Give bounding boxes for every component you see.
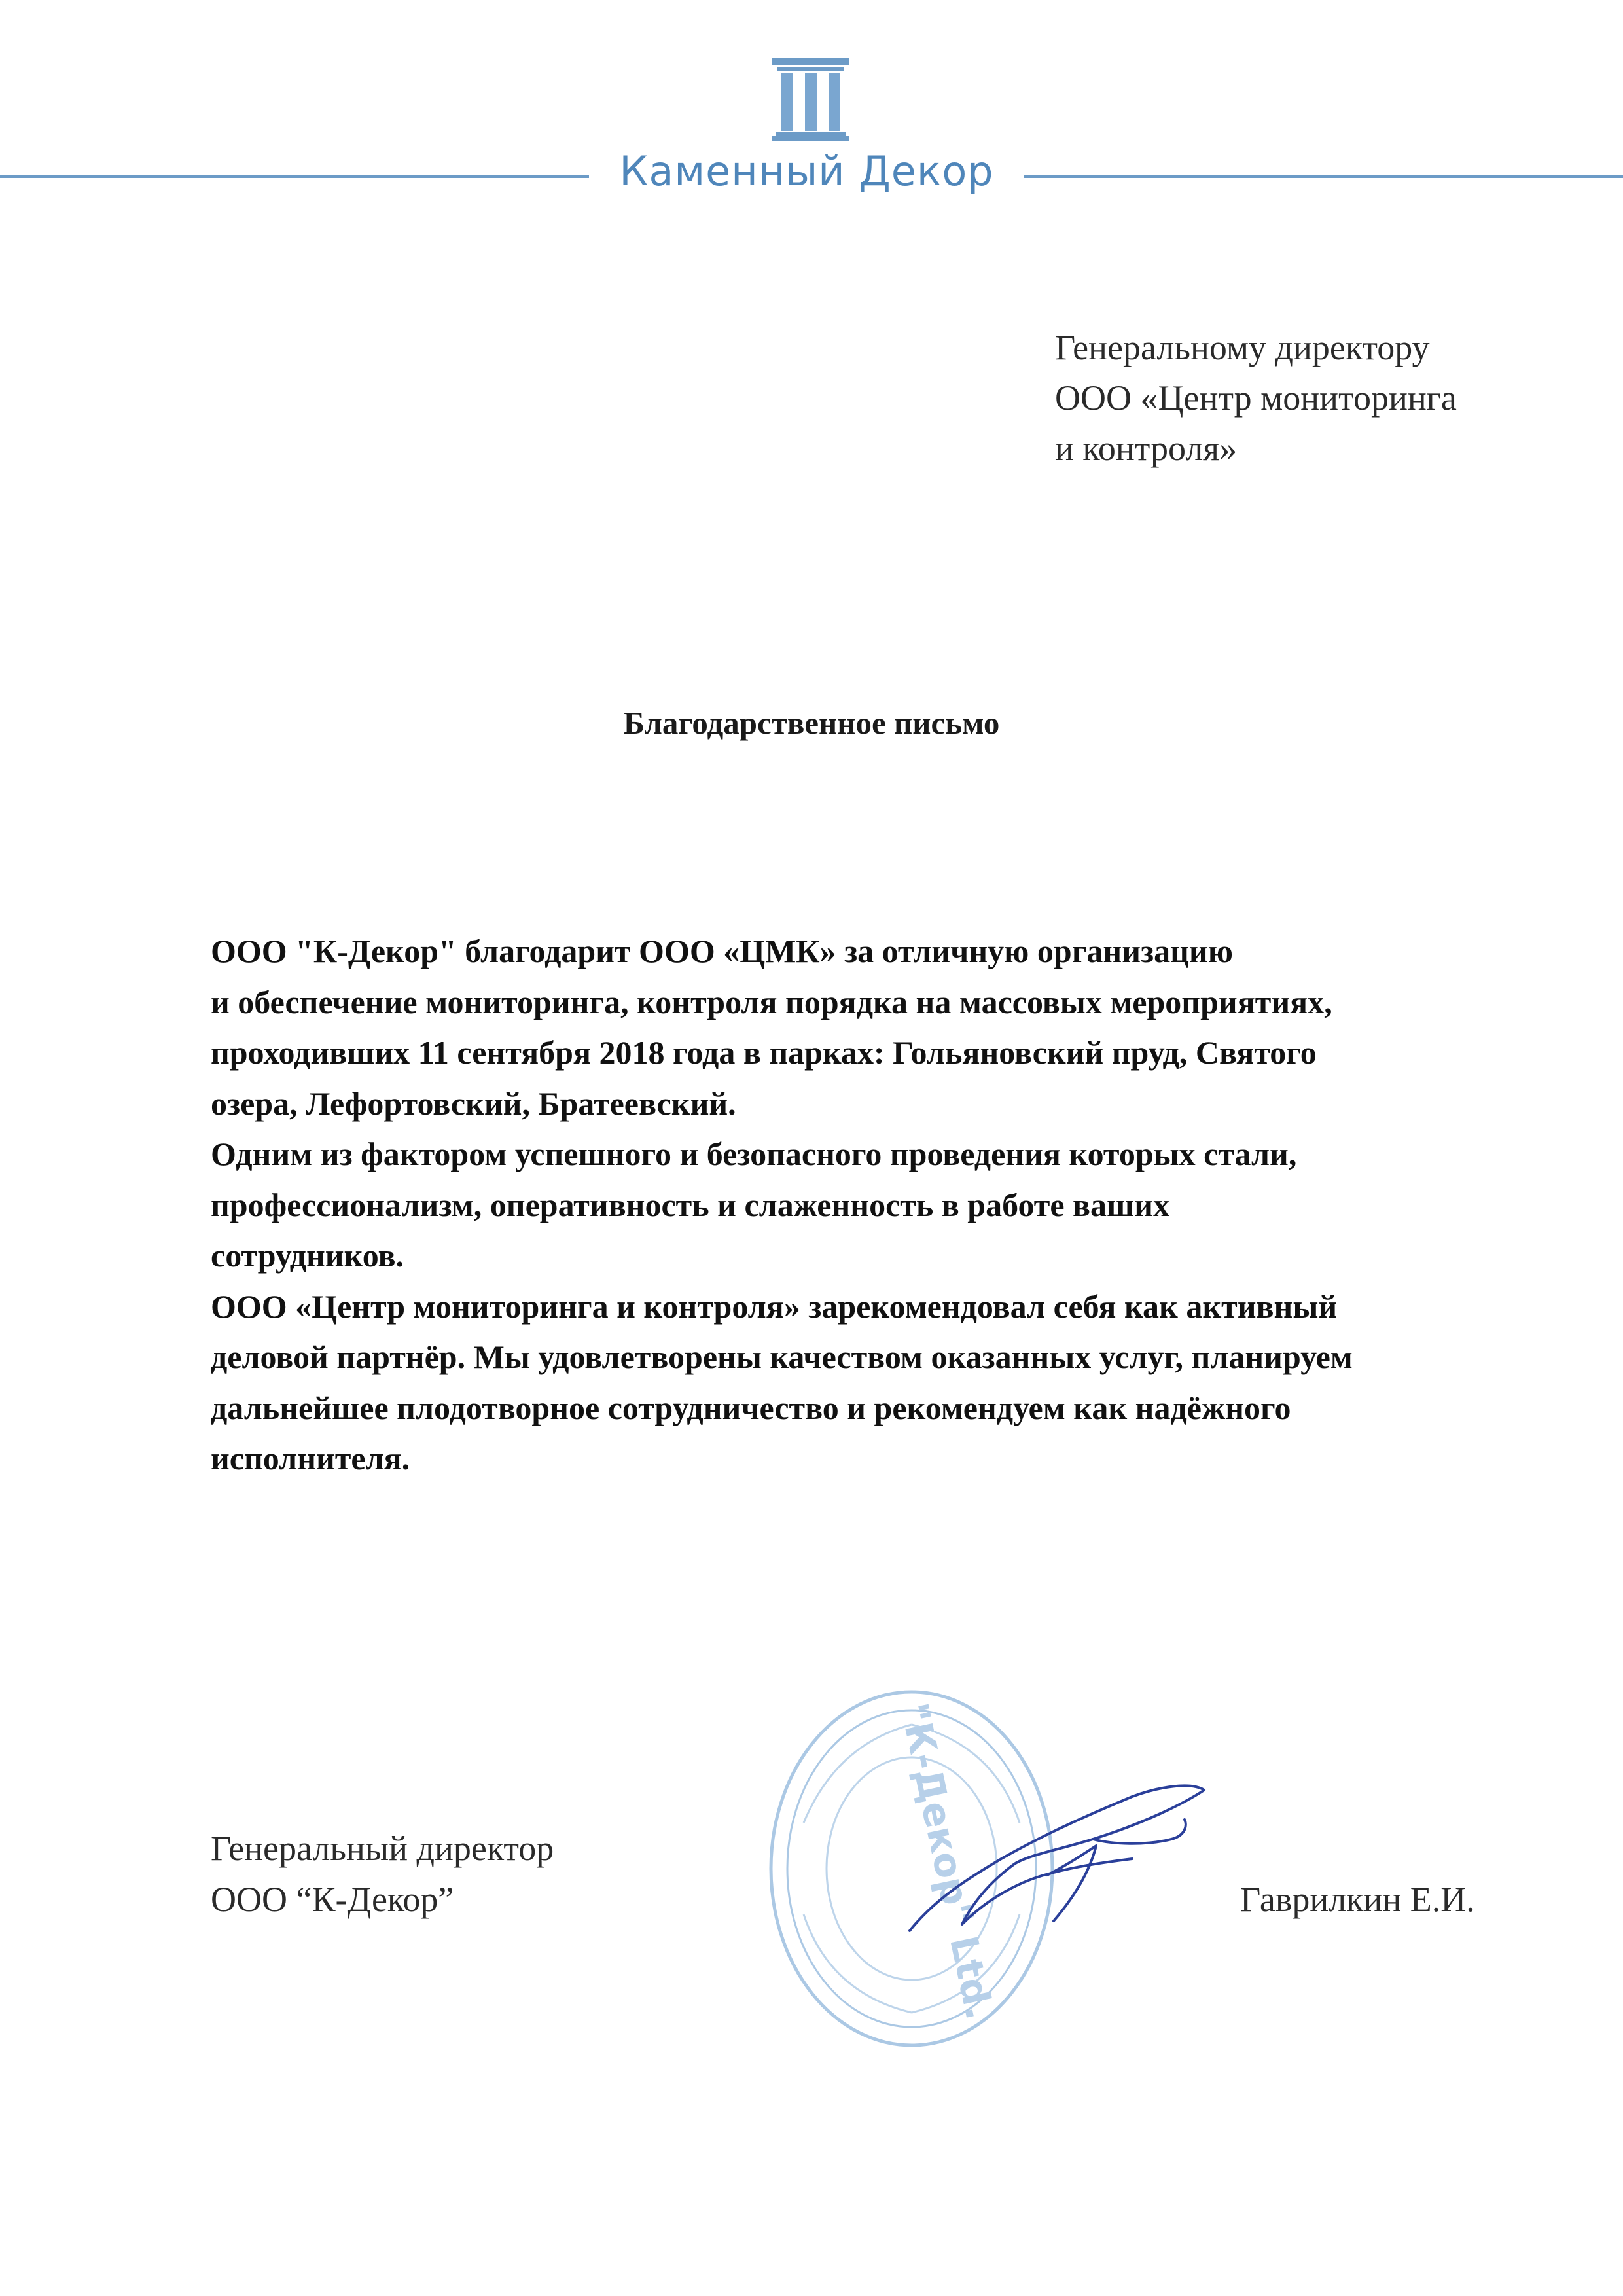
body-line: проходивших 11 сентября 2018 года в парках: Гольяновский пруд, Святого <box>211 1034 1317 1071</box>
letterhead <box>0 0 1623 216</box>
body-line: озера, Лефортовский, Братеевский. <box>211 1085 736 1122</box>
body-line: деловой партнёр. Мы удовлетворены качеством оказанных услуг, планируем <box>211 1338 1353 1375</box>
body-line: ООО «Центр мониторинга и контроля» зарекомендовал себя как активный <box>211 1287 1338 1325</box>
signer-position <box>211 1823 554 1925</box>
recipient-line: Генеральному директору <box>1055 328 1430 367</box>
signer-name: Гаврилкин Е.И. <box>1240 1880 1475 1919</box>
letter-title: Благодарственное письмо <box>623 705 1000 741</box>
signer-position-line: ООО “К-Декор” <box>211 1880 454 1919</box>
signer-position-line: Генеральный директор <box>211 1829 554 1868</box>
recipient-line: ООО «Центр мониторинга <box>1055 378 1457 418</box>
body-line: Одним из фактором успешного и безопасного проведения которых стали, <box>211 1136 1297 1172</box>
brand-name: Каменный Декор <box>619 147 994 195</box>
body-line: исполнителя. <box>211 1440 410 1477</box>
letter-body <box>211 926 1572 1484</box>
body-line: сотрудников. <box>211 1237 404 1274</box>
handwritten-signature <box>897 1767 1224 1944</box>
seal-text: "К-Декор" Ltd. <box>891 1698 1003 2024</box>
body-line: и обеспечение мониторинга, контроля порядка на массовых мероприятиях, <box>211 983 1332 1020</box>
body-line: дальнейшее плодотворное сотрудничество и рекомендуем как надёжного <box>211 1389 1291 1426</box>
letterhead-line-right <box>1024 175 1623 178</box>
columns-icon <box>772 58 849 141</box>
body-line: ООО "К-Декор" благодарит ООО «ЦМК» за отличную организацию <box>211 933 1233 969</box>
letterhead-line-left <box>0 175 589 178</box>
recipient-line: и контроля» <box>1055 429 1238 468</box>
recipient-block <box>1055 323 1457 474</box>
body-line: профессионализм, оперативность и слаженность в работе ваших <box>211 1186 1170 1223</box>
